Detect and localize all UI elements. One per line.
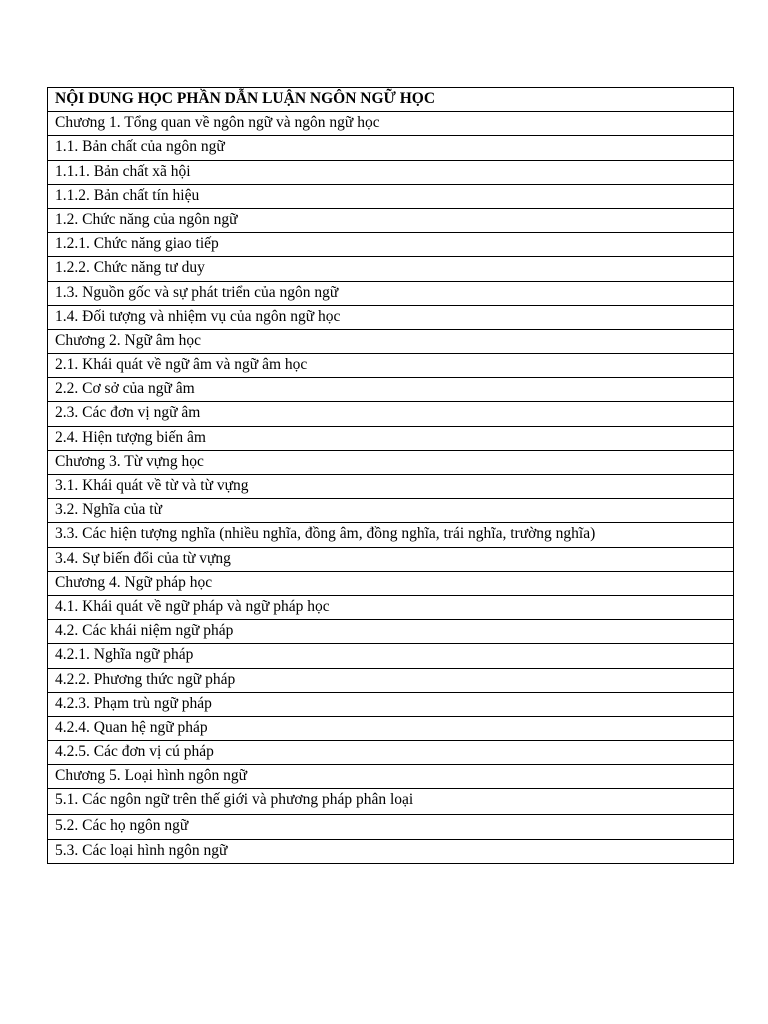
outline-item: 4.2.2. Phương thức ngữ pháp: [48, 668, 734, 692]
outline-item: 5.1. Các ngôn ngữ trên thế giới và phương pháp phân loại: [48, 789, 734, 815]
table-row: [48, 692, 734, 716]
table-header-row: [48, 88, 734, 112]
outline-item: 5.2. Các họ ngôn ngữ: [48, 815, 734, 839]
table-row: [48, 426, 734, 450]
outline-item: 1.4. Đối tượng và nhiệm vụ của ngôn ngữ học: [48, 305, 734, 329]
table-row: [48, 475, 734, 499]
outline-item: 4.2.3. Phạm trù ngữ pháp: [48, 692, 734, 716]
table-row: [48, 184, 734, 208]
table-row: [48, 668, 734, 692]
outline-heading: NỘI DUNG HỌC PHẦN DẪN LUẬN NGÔN NGỮ HỌC: [48, 88, 734, 112]
table-row: [48, 644, 734, 668]
outline-item: Chương 1. Tổng quan về ngôn ngữ và ngôn ngữ học: [48, 112, 734, 136]
outline-item: 1.3. Nguồn gốc và sự phát triển của ngôn ngữ: [48, 281, 734, 305]
outline-item: Chương 2. Ngữ âm học: [48, 329, 734, 353]
outline-item: 4.2.5. Các đơn vị cú pháp: [48, 741, 734, 765]
table-row: [48, 402, 734, 426]
table-row: [48, 305, 734, 329]
outline-item: 4.2.1. Nghĩa ngữ pháp: [48, 644, 734, 668]
table-row: [48, 571, 734, 595]
outline-item: 1.1.2. Bản chất tín hiệu: [48, 184, 734, 208]
outline-item: 1.2. Chức năng của ngôn ngữ: [48, 208, 734, 232]
table-row: [48, 160, 734, 184]
outline-item: 5.3. Các loại hình ngôn ngữ: [48, 839, 734, 863]
table-row: [48, 523, 734, 547]
table-row: [48, 112, 734, 136]
outline-item: 1.2.2. Chức năng tư duy: [48, 257, 734, 281]
table-row: [48, 136, 734, 160]
table-row: [48, 839, 734, 863]
outline-item: Chương 4. Ngữ pháp học: [48, 571, 734, 595]
course-outline-table: [47, 87, 734, 864]
outline-item: 3.3. Các hiện tượng nghĩa (nhiều nghĩa, đồng âm, đồng nghĩa, trái nghĩa, trường nghĩa): [48, 523, 734, 547]
outline-item: 4.2. Các khái niệm ngữ pháp: [48, 620, 734, 644]
outline-item: 2.2. Cơ sở của ngữ âm: [48, 378, 734, 402]
table-row: [48, 595, 734, 619]
outline-item: 3.4. Sự biến đổi của từ vựng: [48, 547, 734, 571]
table-row: [48, 620, 734, 644]
outline-item: 2.1. Khái quát về ngữ âm và ngữ âm học: [48, 354, 734, 378]
table-row: [48, 208, 734, 232]
table-row: [48, 329, 734, 353]
table-row: [48, 257, 734, 281]
outline-item: 1.1.1. Bản chất xã hội: [48, 160, 734, 184]
table-row: [48, 741, 734, 765]
outline-item: 2.4. Hiện tượng biến âm: [48, 426, 734, 450]
outline-item: 4.1. Khái quát về ngữ pháp và ngữ pháp học: [48, 595, 734, 619]
table-row: [48, 789, 734, 815]
table-row: [48, 450, 734, 474]
outline-item: Chương 3. Từ vựng học: [48, 450, 734, 474]
outline-item: 2.3. Các đơn vị ngữ âm: [48, 402, 734, 426]
table-row: [48, 815, 734, 839]
table-row: [48, 716, 734, 740]
outline-item: 3.1. Khái quát về từ và từ vựng: [48, 475, 734, 499]
table-row: [48, 765, 734, 789]
outline-item: 3.2. Nghĩa của từ: [48, 499, 734, 523]
outline-item: 1.1. Bản chất của ngôn ngữ: [48, 136, 734, 160]
table-row: [48, 354, 734, 378]
table-row: [48, 378, 734, 402]
table-row: [48, 547, 734, 571]
outline-item: 4.2.4. Quan hệ ngữ pháp: [48, 716, 734, 740]
table-row: [48, 281, 734, 305]
table-row: [48, 499, 734, 523]
table-row: [48, 233, 734, 257]
outline-item: 1.2.1. Chức năng giao tiếp: [48, 233, 734, 257]
outline-item: Chương 5. Loại hình ngôn ngữ: [48, 765, 734, 789]
